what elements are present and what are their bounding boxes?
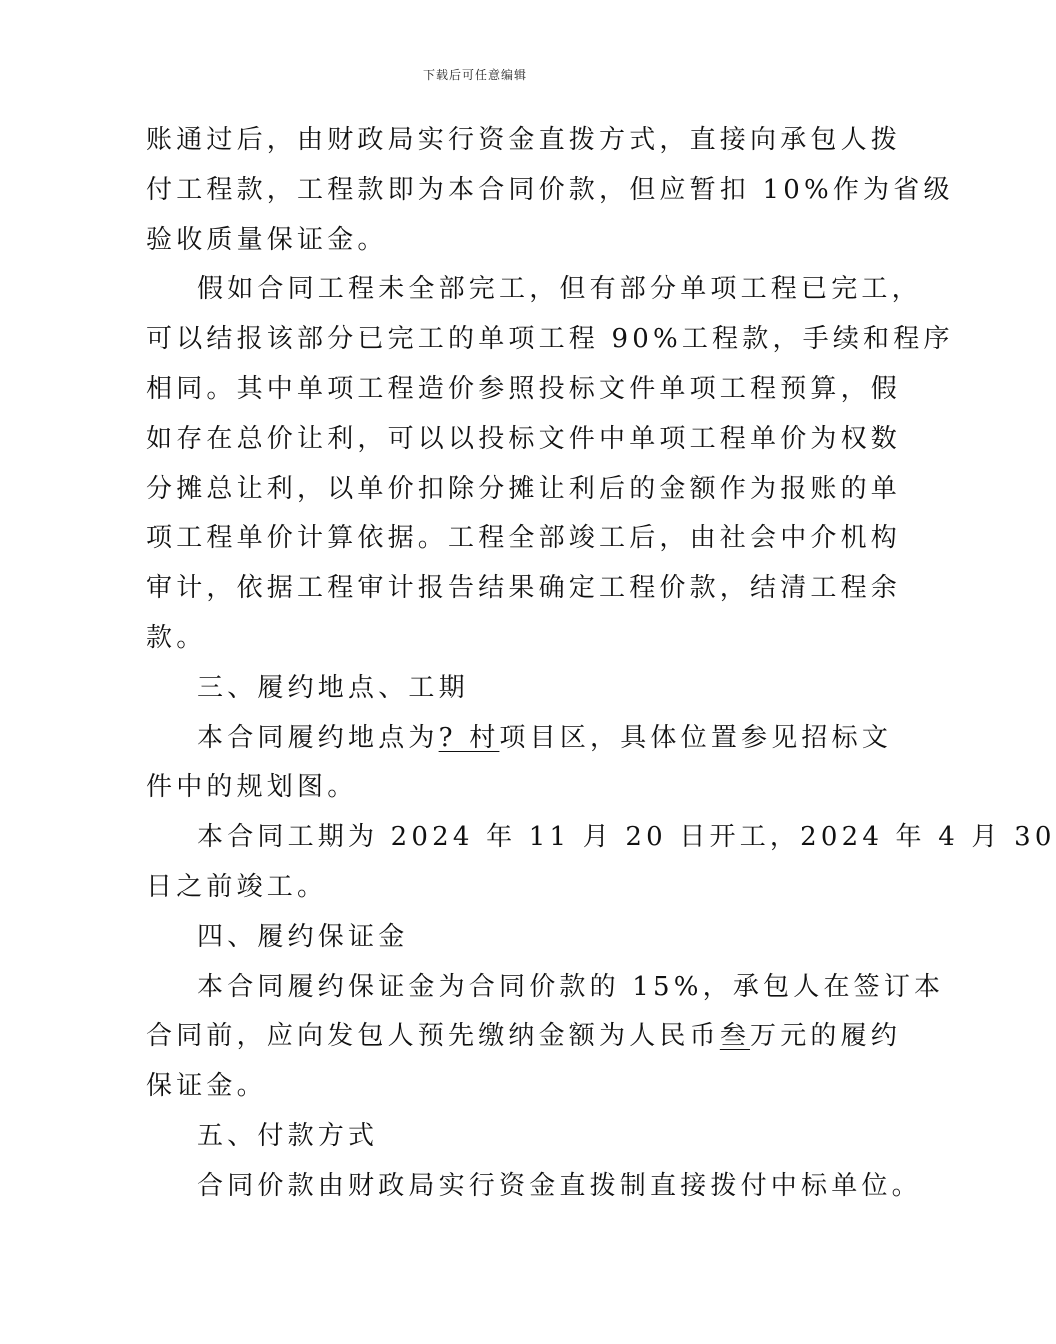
text-line: 本合同工期为 2024 年 11 月 20 日开工，2024 年 4 月 30 — [197, 822, 1056, 853]
text-line: 验收质量保证金。 — [146, 224, 388, 255]
text-line: 合同价款由财政局实行资金直拨制直接拨付中标单位。 — [197, 1170, 922, 1201]
document-body — [146, 116, 1056, 1212]
text-line: 本合同履约保证金为合同价款的 15%，承包人在签订本 — [197, 971, 945, 1002]
text-segment: 万元的履约 — [750, 1021, 902, 1052]
text-line: 四、履约保证金 — [197, 921, 409, 952]
underlined-fill-in: ? 村 — [438, 722, 500, 753]
text-line: 付工程款，工程款即为本合同价款，但应暂扣 10%作为省级 — [146, 174, 954, 205]
text-line: 可以结报该部分已完工的单项工程 90%工程款，手续和程序 — [146, 324, 954, 355]
text-segment: 项目区，具体位置参见招标文 — [499, 722, 893, 753]
text-line: 审计，依据工程审计报告结果确定工程价款，结清工程余 — [146, 573, 902, 604]
text-line: 五、付款方式 — [197, 1120, 379, 1151]
text-line: 保证金。 — [146, 1071, 267, 1102]
text-line: 项工程单价计算依据。工程全部竣工后，由社会中介机构 — [146, 523, 902, 554]
text-line: 账通过后，由财政局实行资金直拨方式，直接向承包人拨 — [146, 125, 902, 155]
underlined-fill-in: 叁 — [719, 1021, 751, 1052]
text-line: 三、履约地点、工期 — [197, 672, 469, 703]
text-segment: 本合同履约地点为 — [197, 722, 439, 753]
text-line: 款。 — [146, 622, 207, 653]
text-line: 分摊总让利，以单价扣除分摊让利后的金额作为报账的单 — [146, 473, 902, 504]
text-line: 相同。其中单项工程造价参照投标文件单项工程预算，假 — [146, 373, 902, 404]
text-line: 日之前竣工。 — [146, 871, 328, 902]
text-line: 如存在总价让利，可以以投标文件中单项工程单价为权数 — [146, 423, 902, 454]
page-header-note: 下载后可任意编辑 — [422, 68, 527, 82]
text-line — [146, 714, 893, 764]
text-segment: 合同前，应向发包人预先缴纳金额为人民币 — [146, 1021, 720, 1052]
text-line — [146, 1012, 902, 1062]
text-line: 件中的规划图。 — [146, 772, 358, 803]
text-line: 假如合同工程未全部完工，但有部分单项工程已完工， — [197, 274, 922, 305]
